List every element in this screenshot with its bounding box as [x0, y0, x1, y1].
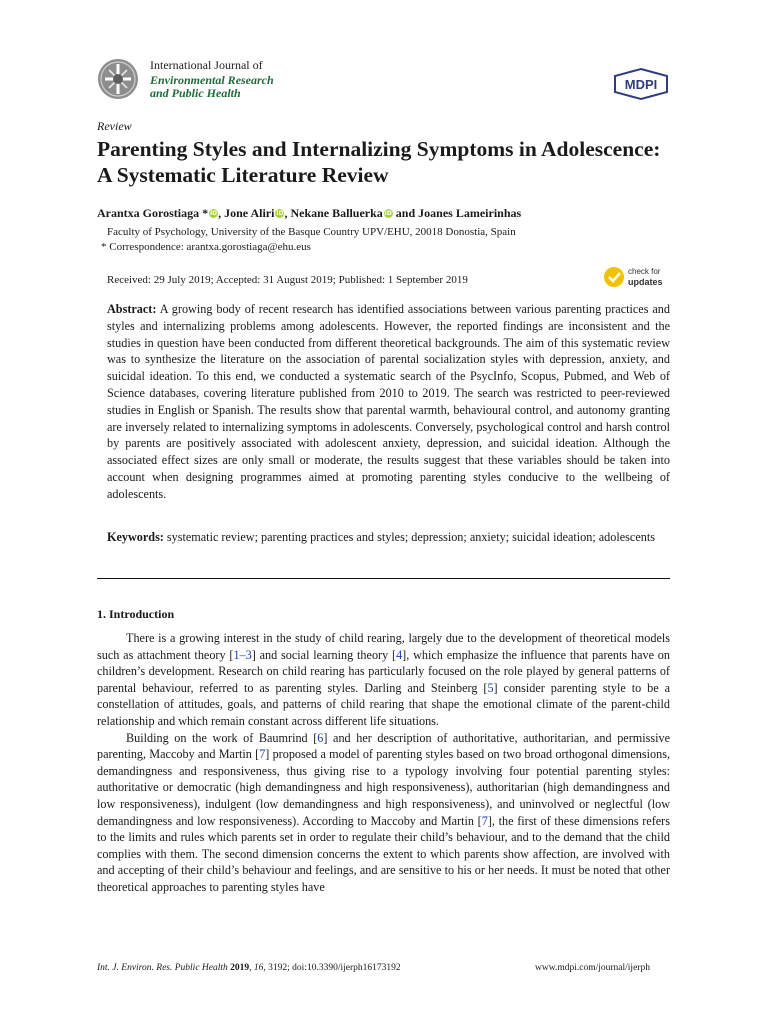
mdpi-logo — [612, 68, 670, 100]
section-divider — [97, 578, 670, 579]
keywords — [107, 529, 670, 546]
author-name: Jone Aliri — [224, 206, 275, 220]
abstract — [107, 301, 670, 503]
author-name: Joanes Lameirinhas — [418, 206, 522, 220]
paragraph-1: There is a growing interest in the study of child rearing, largely due to the development of theoretical models such as attachment theory [1–3] and social learning theory [4], which emphasize the influence that parents have on children’s development. Research on child rearing has particularly focused on the role played by general patterns of parental behaviour, referred to as parenting styles. Darling and Steinberg [5] consider parenting style to be a constellation of attitudes, goals, and patterns of child rearing that shape the emotional climate of the parent-child relationship and which remain constant across different life situations. — [97, 631, 671, 728]
citation-link[interactable]: 7 — [259, 747, 266, 762]
orcid-icon[interactable]: iD — [276, 210, 284, 217]
footer-doi: , 3192; doi:10.3390/ijerph16173192 — [263, 963, 401, 973]
footer-year: 2019 — [230, 963, 250, 973]
journal-name-line1: International Journal of — [150, 58, 263, 72]
article-title: Parenting Styles and Internalizing Symptoms in Adolescence: A Systematic Literature Review — [97, 137, 661, 187]
footer-volume: 16 — [253, 963, 264, 973]
orcid-icon[interactable]: iD — [210, 210, 218, 217]
author-name: Nekane Balluerka — [290, 206, 383, 220]
check-updates-line2: updates — [628, 277, 663, 287]
journal-logo — [97, 58, 139, 100]
publication-dates: Received: 29 July 2019; Accepted: 31 August 2019; Published: 1 September 2019 — [107, 274, 468, 286]
citation-link[interactable]: 5 — [487, 680, 494, 695]
affiliation: Faculty of Psychology, University of the Basque Country UPV/EHU, 20018 Donostia, Spain — [107, 226, 516, 238]
journal-name-line2: Environmental Research — [150, 73, 274, 87]
svg-text:MDPI: MDPI — [624, 77, 658, 92]
check-updates-line1: check for — [628, 267, 661, 276]
keywords-label: Keywords: — [107, 530, 164, 544]
author-name: Arantxa Gorostiaga * — [97, 206, 209, 220]
abstract-text: A growing body of recent research has identified associations between various parenting practices and styles and internalizing problems among adolescents. However, the reported findings are inconsistent and the studies in question have been conducted from different theoretical backgrounds. The aim of this systematic review was to synthesize the literature on the association of parental socialization styles with depression, anxiety, and suicidal ideation. To this end, we conducted a systematic search of the PsycInfo, Scopus, Pubmed, and Web of Science databases, covering literature published from 2010 to 2019. The search was restricted to peer-reviewed studies in English or Spanish. The results show that parental warmth, behavioural control, and autonomy granting are inversely related to internalizing symptoms in adolescents. Conversely, psychological control and harsh control by parents are positively associated with adolescent anxiety, depression, and suicidal ideation. Although the associated effect sizes are only small or moderate, the results suggest that these variables should be taken into account when designing programmes aimed at promoting parenting styles conducive to the wellbeing of adolescents. — [107, 302, 670, 501]
journal-name-line3: and Public Health — [150, 86, 241, 100]
orcid-icon[interactable]: iD — [384, 210, 392, 217]
footer-url[interactable]: www.mdpi.com/journal/ijerph — [535, 963, 650, 973]
citation-link[interactable]: 6 — [317, 730, 324, 745]
article-type: Review — [97, 119, 132, 133]
citation-link[interactable]: 4 — [396, 647, 403, 662]
citation-link[interactable]: 1–3 — [233, 647, 252, 662]
abstract-label: Abstract: — [107, 302, 157, 316]
correspondence: * Correspondence: arantxa.gorostiaga@ehu.eus — [101, 241, 311, 253]
citation-link[interactable]: 7 — [481, 813, 488, 828]
section-heading: 1. Introduction — [97, 607, 175, 621]
footer-citation: Int. J. Environ. Res. Public Health 2019, 16, 3192; doi:10.3390/ijerph16173192 — [97, 963, 401, 973]
author-list: Arantxa Gorostiaga * iD, Jone Aliri iD, Nekane Balluerka iD and Joanes Lameirinhas — [97, 206, 522, 220]
keywords-text: systematic review; parenting practices and styles; depression; anxiety; suicidal ideation; adolescents — [166, 530, 655, 544]
paragraph-2: Building on the work of Baumrind [6] and her description of authoritative, authoritarian, and permissive parenting, Maccoby and Martin [7] proposed a model of parenting styles based on two broad orthogonal dimensions, demandingness and responsiveness, thus giving rise to a typology involving four potential parenting styles: authoritative or democratic (high demandingness and high responsiveness), authoritarian (high demandingness and low responsiveness), indulgent (low demandingness and high responsiveness), and uninvolved or neglectful (low demandingness and low responsiveness). According to Maccoby and Martin [7], the first of these dimensions refers to the limits and rules which parents set in order to regulate their child’s behaviour, and to the demand that the child complies with them. The second dimension concerns the extent to which parents show affection, are involved with and accepting of their child’s behaviour and feelings, and are sensitive to his or her needs. It must be noted that other theoretical approaches to parenting styles have — [97, 730, 670, 894]
check-for-updates-badge[interactable] — [602, 263, 672, 291]
body-text — [97, 630, 670, 896]
footer-journal: Int. J. Environ. Res. Public Health — [97, 963, 228, 973]
